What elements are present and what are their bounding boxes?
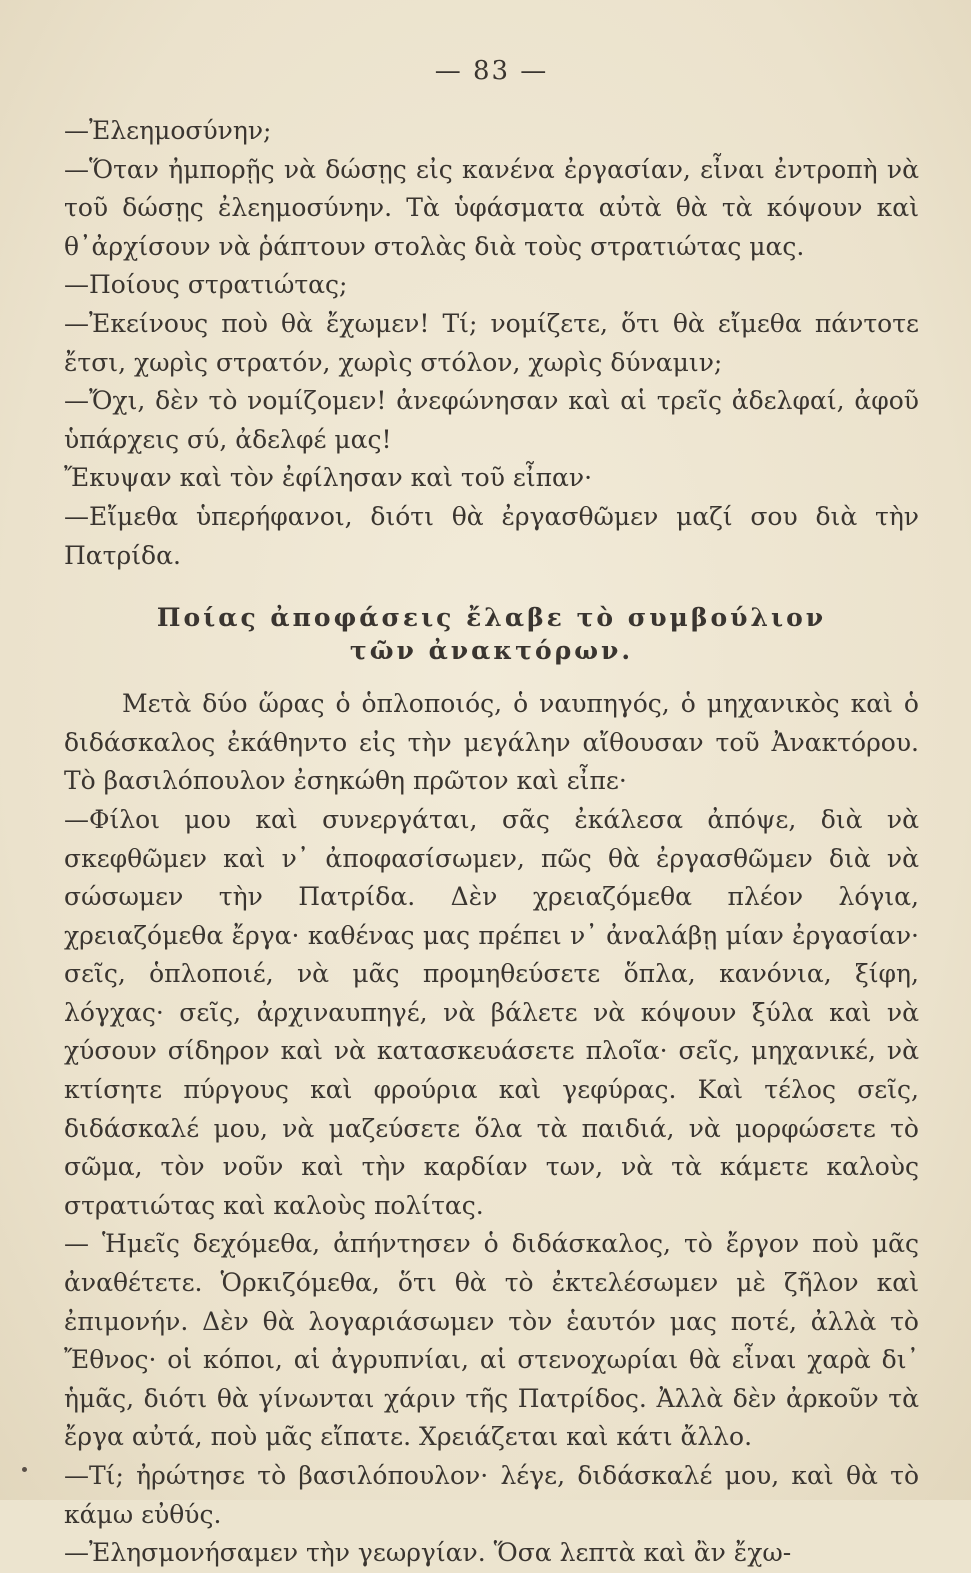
paragraph: —Ἐλεημοσύνην; <box>64 116 272 145</box>
page-number: — 83 — <box>434 56 549 86</box>
paragraph: —Τί; ἠρώτησε τὸ βασιλόπουλον· λέγε, διδάσκαλέ μου, καὶ θὰ τὸ κάμω εὐθύς. <box>64 1461 919 1529</box>
ink-speck <box>22 1467 27 1472</box>
paragraph: —Ἐκείνους ποὺ θὰ ἔχωμεν! Τί; νομίζετε, ὅτι θὰ εἴμεθα πάντοτε ἔτσι, χωρὶς στρατόν, χωρὶς στόλον, χωρὶς δύναμιν; <box>64 308 919 377</box>
paragraph: Μετὰ δύο ὥρας ὁ ὁπλοποιός, ὁ ναυπηγός, ὁ μηχανικὸς καὶ ὁ διδάσκαλος ἐκάθηντο εἰς τὴν μεγάλην αἴθουσαν τοῦ Ἀνακτόρου. Τὸ βασιλόπουλον ἐσηκώθη πρῶτον καὶ εἶπε· <box>64 689 919 796</box>
paragraph: —Εἴμεθα ὑπερήφανοι, διότι θὰ ἐργασθῶμεν μαζί σου διὰ τὴν Πατρίδα. <box>64 501 919 570</box>
paragraph: —Φίλοι μου καὶ συνεργάται, σᾶς ἐκάλεσα ἀπόψε, διὰ νὰ σκεφθῶμεν καὶ ν᾽ ἀποφασίσωμεν, πῶς θὰ ἐργασθῶμεν διὰ νὰ σώσωμεν τὴν Πατρίδα. Δὲν χρειαζόμεθα πλέον λόγια, χρειαζόμεθα ἔργα· καθένας μας πρέπει ν᾽ ἀναλάβῃ μίαν ἐργασίαν· σεῖς, ὁπλοποιέ, νὰ μᾶς προμηθεύσετε ὅπλα, κανόνια, ξίφη, λόγχας· σεῖς, ἀρχιναυπηγέ, νὰ βάλετε νὰ κόψουν ξύλα καὶ νὰ χύσουν σίδηρον καὶ νὰ κατασκευάσετε πλοῖα· σεῖς, μηχανικέ, νὰ κτίσητε πύργους καὶ φρούρια καὶ γεφύρας. Καὶ τέλος σεῖς, διδάσκαλέ μου, νὰ μαζεύσετε ὅλα τὰ παιδιά, νὰ μορφώσετε τὸ σῶμα, τὸν νοῦν καὶ τὴν καρδίαν των, νὰ τὰ κάμετε καλοὺς στρατιώτας καὶ καλοὺς πολίτας. <box>64 804 919 1220</box>
paragraph: — Ἡμεῖς δεχόμεθα, ἀπήντησεν ὁ διδάσκαλος, τὸ ἔργον ποὺ μᾶς ἀναθέτετε. Ὁρκιζόμεθα, ὅτι θὰ τὸ ἐκτελέσωμεν μὲ ζῆλον καὶ ἐπιμονήν. Δὲν θὰ λογαριάσωμεν τὸν ἑαυτόν μας ποτέ, ἀλλὰ τὸ Ἔθνος· οἱ κόποι, αἱ ἀγρυπνίαι, αἱ στενοχωρίαι θὰ εἶναι χαρὰ δι᾽ ἡμᾶς, διότι θὰ γίνωνται χάριν τῆς Πατρίδος. Ἀλλὰ δὲν ἀρκοῦν τὰ ἔργα αὐτά, ποὺ μᾶς εἴπατε. Χρειάζεται καὶ κάτι ἄλλο. <box>64 1229 919 1452</box>
paragraph: Ἔκυψαν καὶ τὸν ἐφίλησαν καὶ τοῦ εἶπαν· <box>64 463 593 493</box>
paragraph: —Ὄχι, δὲν τὸ νομίζομεν! ἀνεφώνησαν καὶ αἱ τρεῖς ἀδελφαί, ἀφοῦ ὑπάρχεις σύ, ἀδελφέ μας! <box>64 386 919 454</box>
body-text <box>64 112 919 1573</box>
paragraph: —Ποίους στρατιώτας; <box>64 270 348 300</box>
section-heading-line: Ποίας ἀποφάσεις ἔλαβε τὸ συμβούλιον <box>156 603 827 633</box>
paragraph: —Ὅταν ἠμπορῇς νὰ δώσῃς εἰς κανένα ἐργασίαν, εἶναι ἐντροπὴ νὰ τοῦ δώσῃς ἐλεημοσύνην. Τὰ ὑφάσματα αὐτὰ θὰ τὰ κόψουν καὶ θ᾽ἀρχίσουν νὰ ῥάπτουν στολὰς διὰ τοὺς στρατιώτας μας. <box>64 154 919 261</box>
section-heading <box>104 601 879 667</box>
paragraph: —Ἐλησμονήσαμεν τὴν γεωργίαν. Ὅσα λεπτὰ καὶ ἂν ἔχω- <box>64 1538 792 1568</box>
section-heading-line: τῶν ἀνακτόρων. <box>349 636 634 666</box>
